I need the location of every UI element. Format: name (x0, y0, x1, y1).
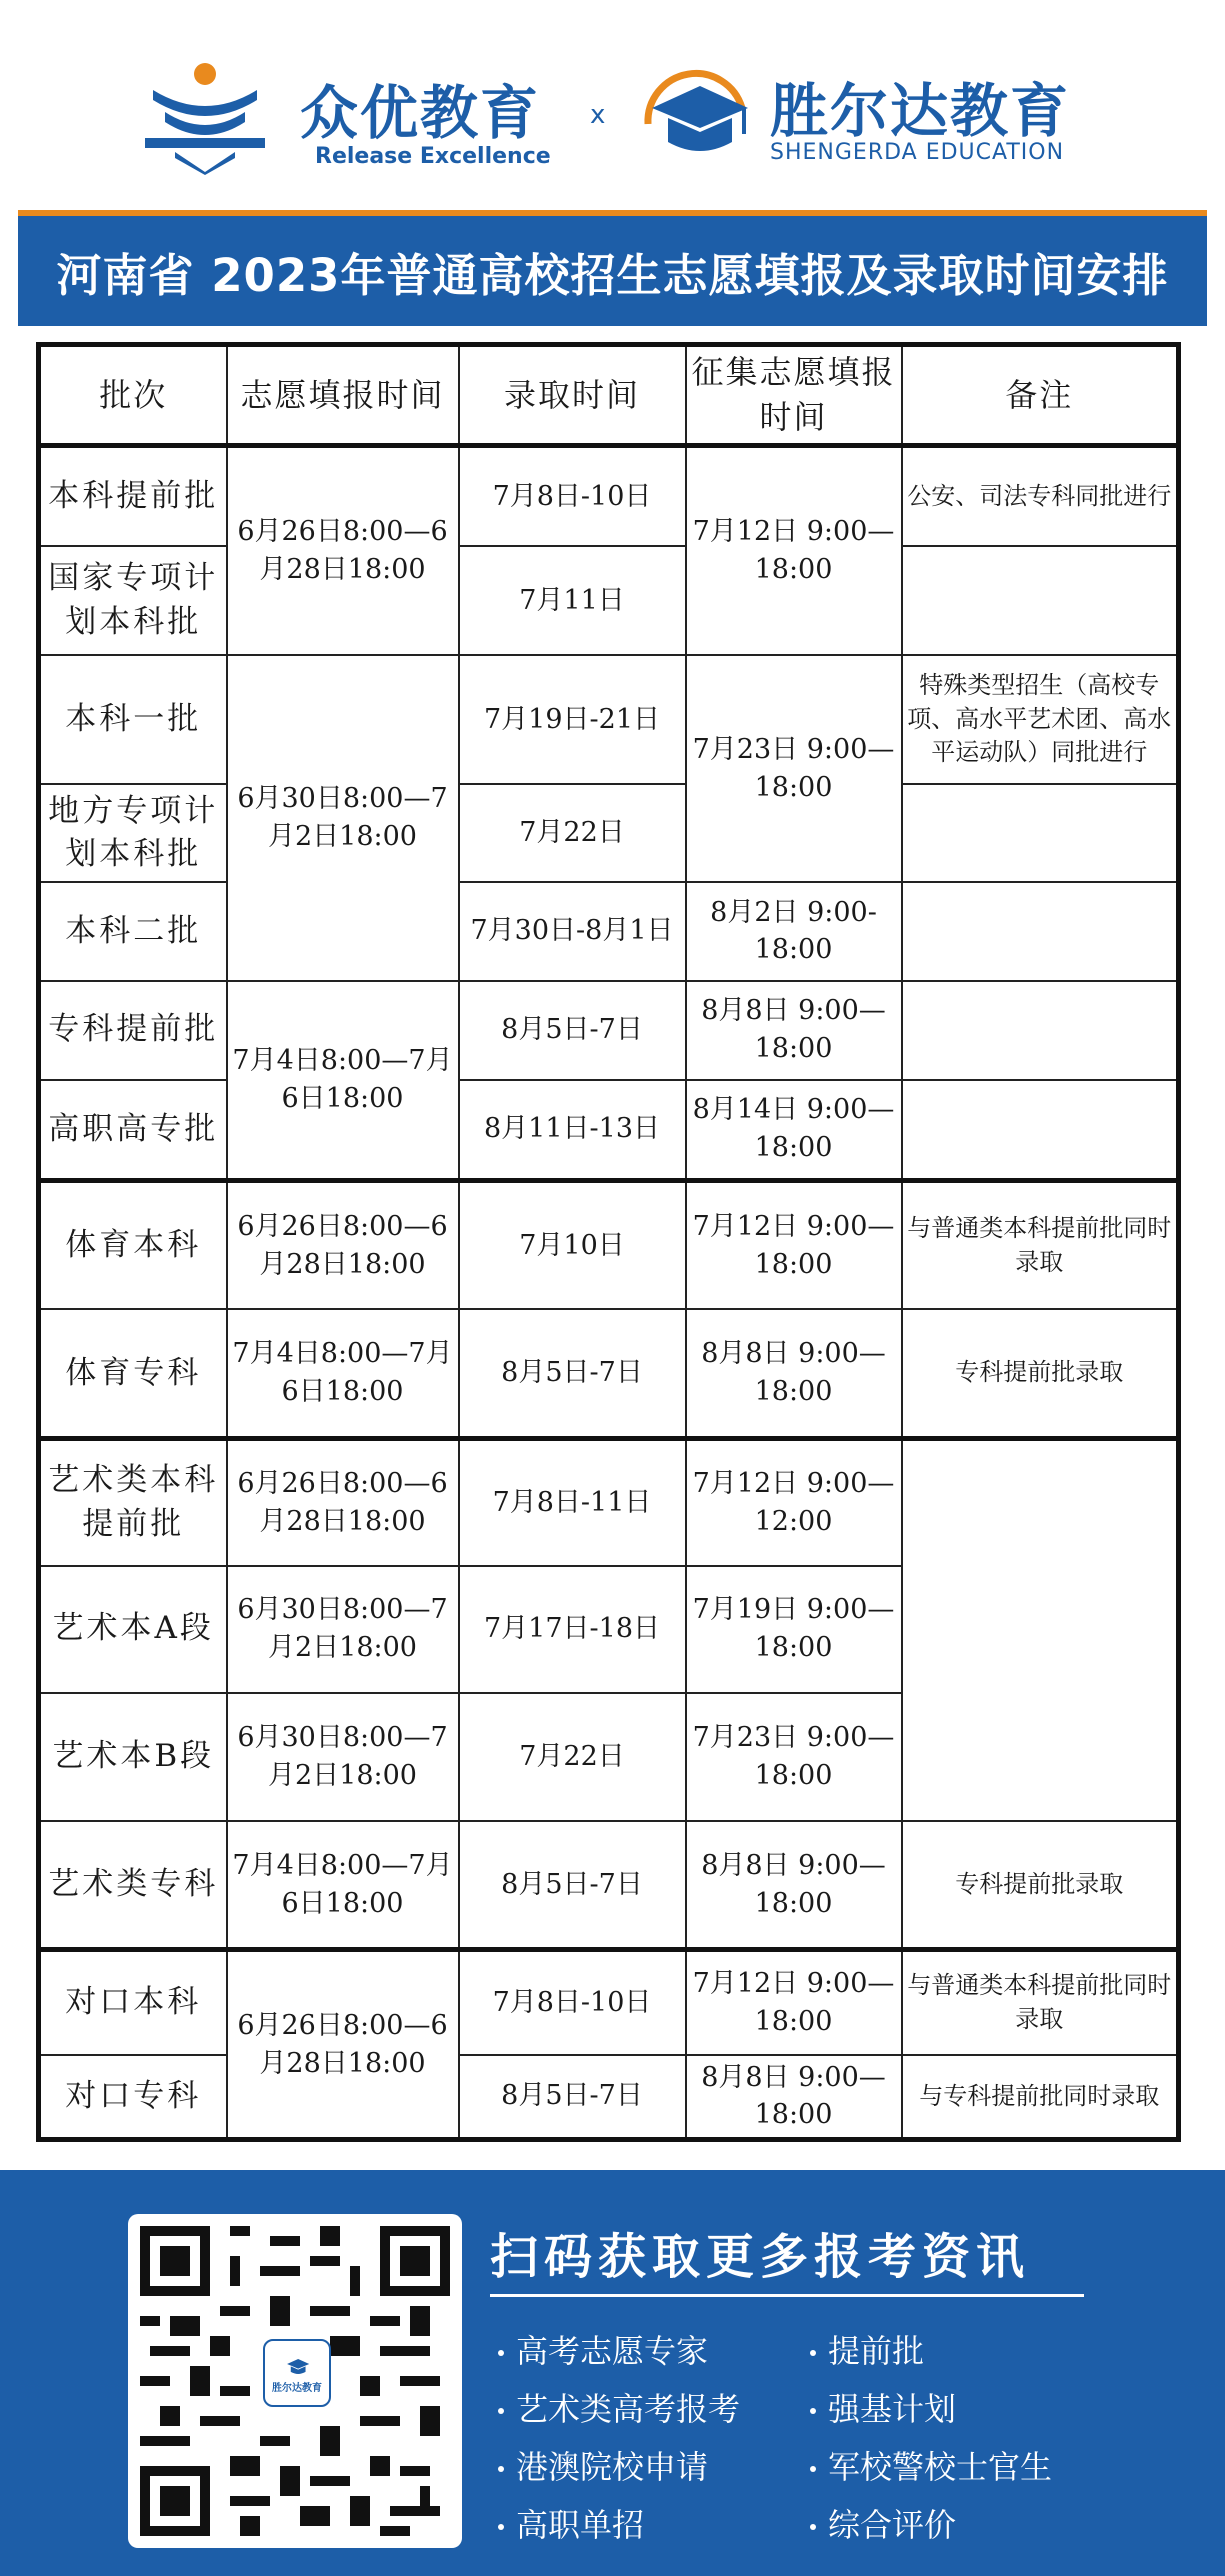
note-cell: 专科提前批录取 (902, 1309, 1179, 1438)
collect-time-cell: 8月8日 9:00—18:00 (686, 2055, 902, 2140)
note-cell: 与普通类本科提前批同时录取 (902, 1180, 1179, 1309)
batch-cell: 地方专项计划本科批 (39, 784, 227, 882)
promo-item (810, 2380, 1052, 2438)
table-row (39, 546, 1179, 655)
collect-time-cell: 8月8日 9:00—18:00 (686, 1821, 902, 1950)
admit-time-cell: 7月8日-10日 (459, 1950, 686, 2055)
table-row (39, 1950, 1179, 2055)
qr-code[interactable] (128, 2214, 462, 2548)
collect-time-cell: 7月12日 9:00—18:00 (686, 1180, 902, 1309)
schedule-table (36, 342, 1181, 2142)
shengerda-logo (630, 60, 1100, 175)
note-cell (902, 1439, 1179, 1821)
collect-time-cell: 8月8日 9:00—18:00 (686, 981, 902, 1080)
promo-list-left (498, 2322, 740, 2554)
table-row (39, 784, 1179, 882)
admit-time-cell: 7月30日-8月1日 (459, 882, 686, 981)
promo-list-right (810, 2322, 1052, 2554)
bullet-icon (810, 2466, 816, 2472)
table-row (39, 2055, 1179, 2140)
fill-time-cell: 7月4日8:00—7月6日18:00 (227, 1309, 459, 1438)
page-header (0, 0, 1225, 200)
admit-time-cell: 7月10日 (459, 1180, 686, 1309)
promo-item (498, 2438, 740, 2496)
promo-item (810, 2496, 1052, 2554)
batch-cell: 高职高专批 (39, 1080, 227, 1181)
header-batch: 批次 (39, 345, 227, 446)
batch-cell: 本科一批 (39, 655, 227, 784)
schedule-table-wrap (36, 342, 1176, 2142)
title-banner (18, 210, 1207, 326)
note-cell: 专科提前批录取 (902, 1821, 1179, 1950)
admit-time-cell: 7月22日 (459, 784, 686, 882)
batch-cell: 对口本科 (39, 1950, 227, 2055)
table-row (39, 1080, 1179, 1181)
collect-time-cell: 7月12日 9:00—18:00 (686, 1950, 902, 2055)
admit-time-cell: 8月5日-7日 (459, 1309, 686, 1438)
collect-time-cell: 7月23日 9:00—18:00 (686, 1693, 902, 1821)
fill-time-cell: 6月26日8:00—6月28日18:00 (227, 1180, 459, 1309)
fill-time-cell: 6月26日8:00—6月28日18:00 (227, 1950, 459, 2140)
promo-item (810, 2438, 1052, 2496)
batch-cell: 专科提前批 (39, 981, 227, 1080)
promo-footer (0, 2170, 1225, 2576)
graduation-cap-icon (630, 64, 760, 169)
brand2-slogan: SHENGERDA EDUCATION (770, 140, 1065, 165)
admit-time-cell: 8月5日-7日 (459, 2055, 686, 2140)
batch-cell: 本科提前批 (39, 445, 227, 546)
brand1-name: 众优教育 (300, 79, 541, 147)
note-cell (902, 546, 1179, 655)
promo-item-label: 强基计划 (828, 2390, 957, 2428)
promo-item-label: 港澳院校申请 (516, 2448, 709, 2486)
graduation-cap-icon (282, 2353, 312, 2379)
table-header-row (39, 345, 1179, 446)
bullet-icon (498, 2466, 504, 2472)
promo-item (498, 2380, 740, 2438)
note-cell: 特殊类型招生（高校专项、高水平艺术团、高水平运动队）同批进行 (902, 655, 1179, 784)
note-cell: 公安、司法专科同批进行 (902, 445, 1179, 546)
collect-time-cell: 7月12日 9:00—12:00 (686, 1439, 902, 1566)
admit-time-cell: 7月8日-10日 (459, 445, 686, 546)
table-row (39, 1180, 1179, 1309)
admit-time-cell: 8月11日-13日 (459, 1080, 686, 1181)
brand1-slogan: Release Excellence (315, 144, 551, 169)
zhongyou-logo (135, 60, 585, 175)
qr-center-logo (263, 2339, 331, 2407)
collect-time-cell: 8月8日 9:00—18:00 (686, 1309, 902, 1438)
fill-time-cell: 7月4日8:00—7月6日18:00 (227, 981, 459, 1181)
header-note: 备注 (902, 345, 1179, 446)
note-cell: 与专科提前批同时录取 (902, 2055, 1179, 2140)
table-row (39, 981, 1179, 1080)
collab-cross: x (590, 100, 606, 130)
collect-time-cell: 7月12日 9:00—18:00 (686, 445, 902, 655)
promo-item (498, 2496, 740, 2554)
promo-item (498, 2322, 740, 2380)
bullet-icon (810, 2408, 816, 2414)
note-cell (902, 784, 1179, 882)
admit-time-cell: 7月22日 (459, 1693, 686, 1821)
promo-item-label: 提前批 (828, 2332, 925, 2370)
fill-time-cell: 6月30日8:00—7月2日18:00 (227, 655, 459, 981)
table-row (39, 655, 1179, 784)
promo-item-label: 综合评价 (828, 2506, 957, 2544)
fill-time-cell: 6月30日8:00—7月2日18:00 (227, 1566, 459, 1693)
zhongyou-logo-mark-icon (135, 60, 275, 175)
admit-time-cell: 8月5日-7日 (459, 1821, 686, 1950)
note-cell: 与普通类本科提前批同时录取 (902, 1950, 1179, 2055)
collect-time-cell: 7月23日 9:00—18:00 (686, 655, 902, 882)
admit-time-cell: 7月19日-21日 (459, 655, 686, 784)
page-title: 河南省 2023年普通高校招生志愿填报及录取时间安排 (56, 248, 1169, 302)
batch-cell: 体育专科 (39, 1309, 227, 1438)
bullet-icon (810, 2350, 816, 2356)
batch-cell: 艺术本B段 (39, 1693, 227, 1821)
collect-time-cell: 8月14日 9:00—18:00 (686, 1080, 902, 1181)
admit-time-cell: 7月17日-18日 (459, 1566, 686, 1693)
fill-time-cell: 6月26日8:00—6月28日18:00 (227, 445, 459, 655)
promo-item-label: 高职单招 (516, 2506, 645, 2544)
collect-time-cell: 7月19日 9:00—18:00 (686, 1566, 902, 1693)
qr-center-label: 胜尔达教育 (272, 2382, 322, 2394)
admit-time-cell: 7月8日-11日 (459, 1439, 686, 1566)
batch-cell: 本科二批 (39, 882, 227, 981)
bullet-icon (810, 2524, 816, 2530)
bullet-icon (498, 2350, 504, 2356)
admit-time-cell: 7月11日 (459, 546, 686, 655)
promo-divider (490, 2294, 1084, 2297)
admit-time-cell: 8月5日-7日 (459, 981, 686, 1080)
promo-item (810, 2322, 1052, 2380)
note-cell (902, 981, 1179, 1080)
fill-time-cell: 7月4日8:00—7月6日18:00 (227, 1821, 459, 1950)
promo-item-label: 艺术类高考报考 (516, 2390, 741, 2428)
batch-cell: 艺术类专科 (39, 1821, 227, 1950)
note-cell (902, 882, 1179, 981)
note-cell (902, 1080, 1179, 1181)
batch-cell: 艺术本A段 (39, 1566, 227, 1693)
table-row (39, 882, 1179, 981)
table-row (39, 1439, 1179, 1566)
table-row (39, 1309, 1179, 1438)
batch-cell: 体育本科 (39, 1180, 227, 1309)
bullet-icon (498, 2408, 504, 2414)
fill-time-cell: 6月26日8:00—6月28日18:00 (227, 1439, 459, 1566)
batch-cell: 艺术类本科提前批 (39, 1439, 227, 1566)
batch-cell: 国家专项计划本科批 (39, 546, 227, 655)
brand2-name: 胜尔达教育 (770, 77, 1071, 145)
header-collect-time: 征集志愿填报时间 (686, 345, 902, 446)
batch-cell: 对口专科 (39, 2055, 227, 2140)
promo-title: 扫码获取更多报考资讯 (490, 2229, 1031, 2285)
promo-item-label: 军校警校士官生 (828, 2448, 1053, 2486)
header-admit-time: 录取时间 (459, 345, 686, 446)
table-row (39, 1821, 1179, 1950)
promo-item-label: 高考志愿专家 (516, 2332, 709, 2370)
fill-time-cell: 6月30日8:00—7月2日18:00 (227, 1693, 459, 1821)
header-fill-time: 志愿填报时间 (227, 345, 459, 446)
bullet-icon (498, 2524, 504, 2530)
table-row (39, 445, 1179, 546)
collect-time-cell: 8月2日 9:00-18:00 (686, 882, 902, 981)
